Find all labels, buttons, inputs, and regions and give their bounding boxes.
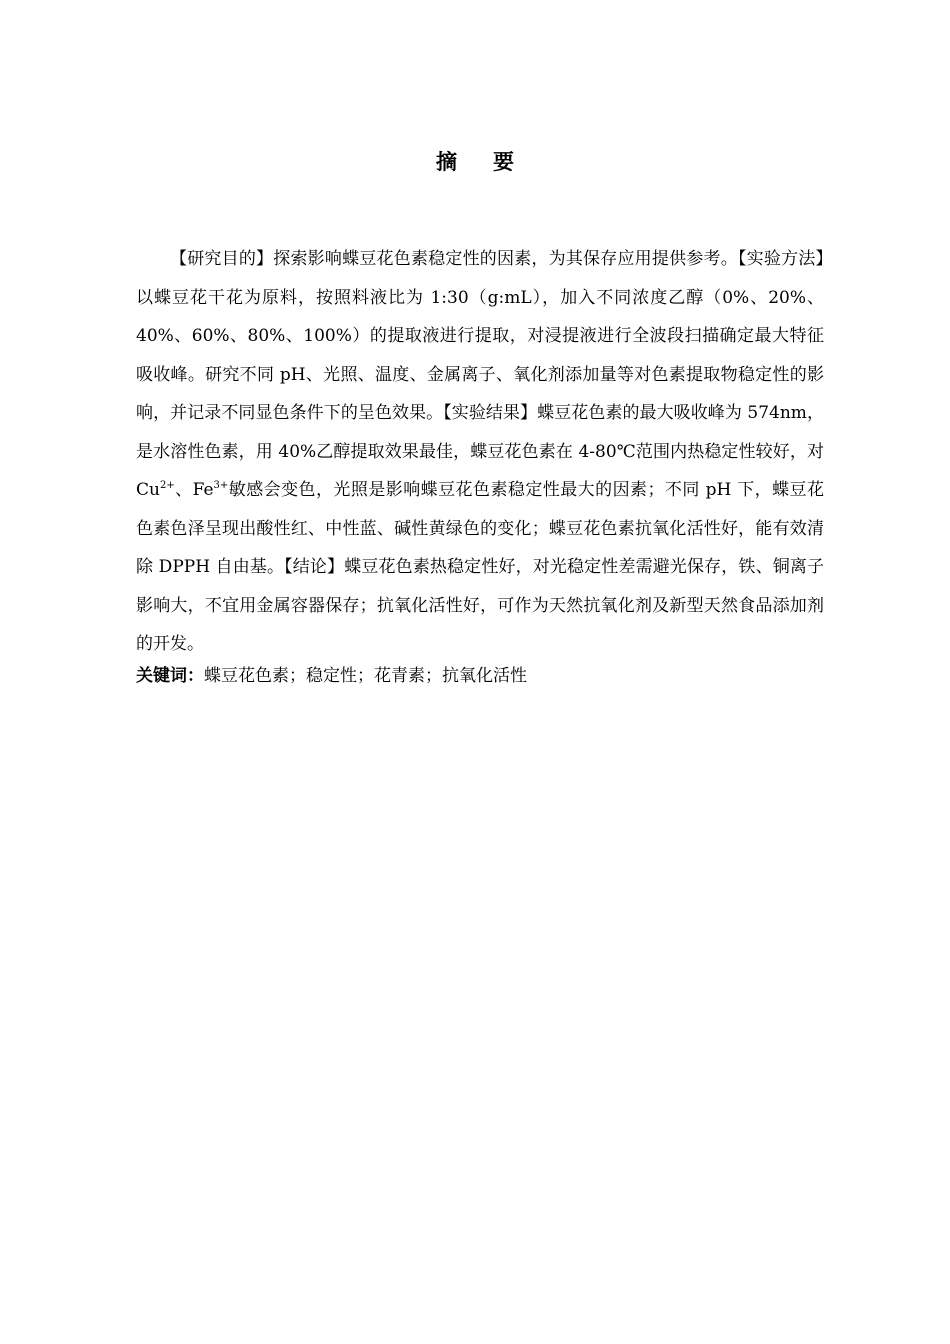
- keywords-label: 关键词：: [136, 666, 204, 686]
- abstract-text-part-3: 敏感会变色，光照是影响蝶豆花色素稳定性最大的因素；不同 pH 下，蝶豆花色素色泽呈现出酸性红、中性蓝、碱性黄绿色的变化；蝶豆花色素抗氧化活性好，能有效清除 DPPH 自由基。【结论】蝶豆花色素热稳定性好，对光稳定性差需避光保存，铁、铜离子影响大，不宜用金属容器保存；抗氧化活性好，可作为天然抗氧化剂及新型天然食品添加剂的开发。: [136, 480, 824, 654]
- abstract-text-part-1: 【研究目的】探索影响蝶豆花色素稳定性的因素，为其保存应用提供参考。【实验方法】以蝶豆花干花为原料，按照料液比为 1:30（g:mL），加入不同浓度乙醇（0%、20%、40%、60%、80%、100%）的提取液进行提取，对浸提液进行全波段扫描确定最大特征吸收峰。研究不同 pH、光照、温度、金属离子、氧化剂添加量等对色素提取物稳定性的影响，并记录不同显色条件下的呈色效果。【实验结果】蝶豆花色素的最大吸收峰为 574nm，是水溶性色素，用 40%乙醇提取效果最佳，蝶豆花色素在 4-80℃范围内热稳定性较好，对 Cu: [136, 249, 824, 500]
- keywords-line: [136, 662, 824, 690]
- keywords-text: 蝶豆花色素；稳定性；花青素；抗氧化活性: [204, 666, 527, 686]
- heading-char-2: 要: [493, 150, 514, 174]
- abstract-heading: [0, 148, 950, 176]
- heading-char-1: 摘: [436, 150, 457, 174]
- abstract-text-part-2: 、Fe: [174, 480, 214, 500]
- iron-charge-superscript: 3+: [213, 480, 229, 491]
- copper-charge-superscript: 2+: [159, 480, 175, 491]
- abstract-paragraph: [136, 240, 824, 664]
